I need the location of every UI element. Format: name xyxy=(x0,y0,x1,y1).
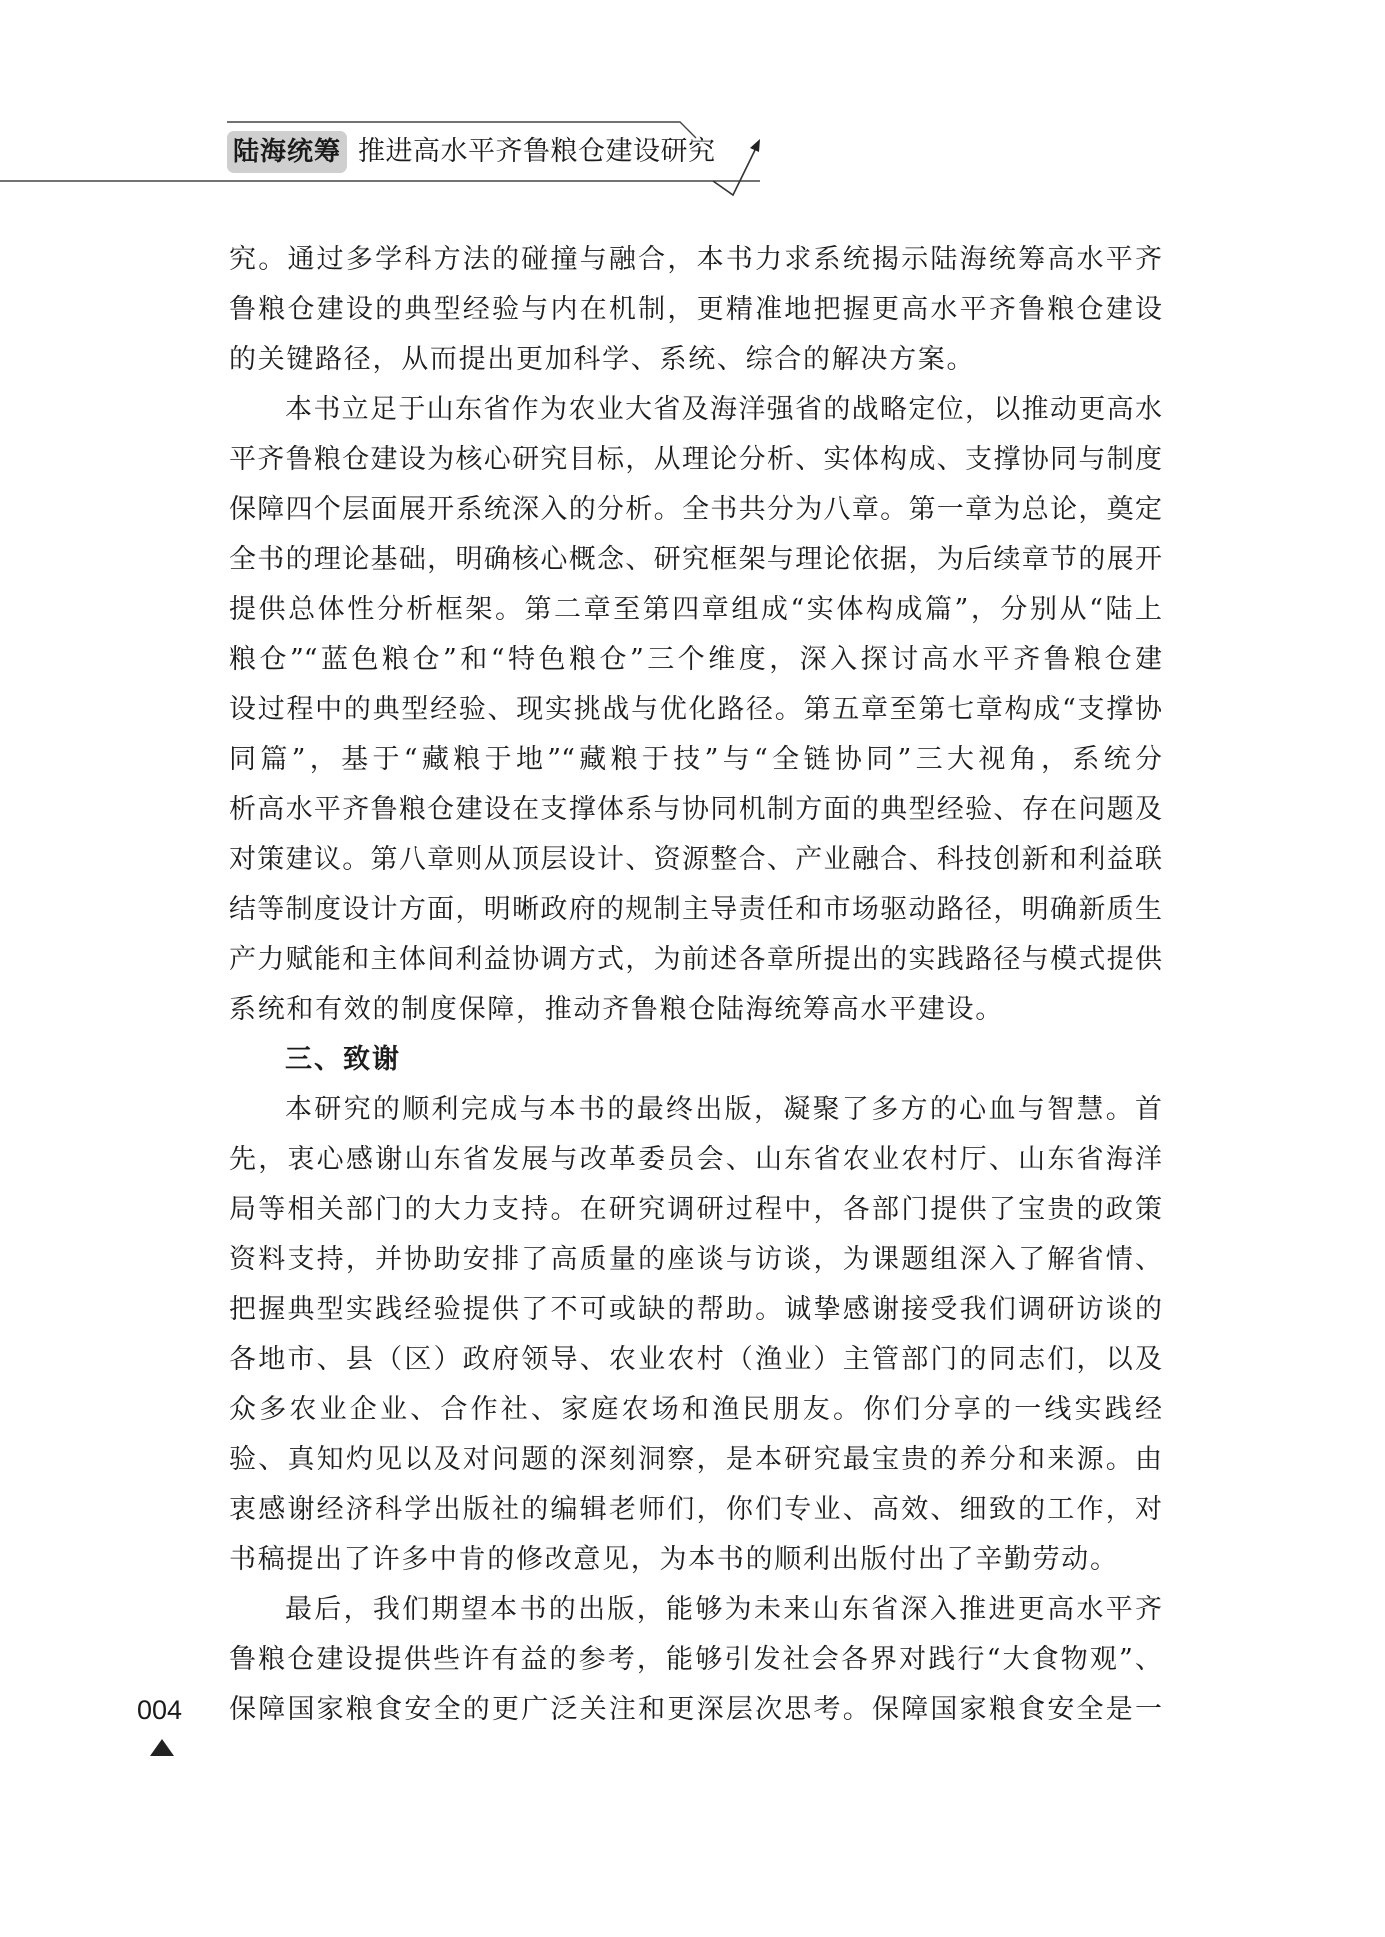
text-line: 验、真知灼见以及对问题的深刻洞察，是本研究最宝贵的养分和来源。由 xyxy=(229,1444,1162,1475)
text-line: 最后，我们期望本书的出版，能够为未来山东省深入推进更高水平齐 xyxy=(285,1594,1162,1625)
text-line: 先，衷心感谢山东省发展与改革委员会、山东省农业农村厅、山东省海洋 xyxy=(229,1144,1162,1175)
text-line: 结等制度设计方面，明晰政府的规制主导责任和市场驱动路径，明确新质生 xyxy=(229,894,1162,925)
text-line: 产力赋能和主体间利益协调方式，为前述各章所提出的实践路径与模式提供 xyxy=(229,944,1162,975)
text-line: 各地市、县（区）政府领导、农业农村（渔业）主管部门的同志们，以及 xyxy=(229,1344,1162,1375)
text-line: 究。通过多学科方法的碰撞与融合，本书力求系统揭示陆海统筹高水平齐 xyxy=(229,244,1162,275)
text-line: 系统和有效的制度保障，推动齐鲁粮仓陆海统筹高水平建设。 xyxy=(229,994,1004,1025)
body-text xyxy=(229,235,1162,1735)
running-head-tag: 陆海统筹 xyxy=(227,131,347,173)
text-line: 书稿提出了许多中肯的修改意见，为本书的顺利出版付出了辛勤劳动。 xyxy=(229,1544,1119,1575)
text-line: 全书的理论基础，明确核心概念、研究框架与理论依据，为后续章节的展开 xyxy=(229,544,1162,575)
text-line: 粮仓”“蓝色粮仓”和“特色粮仓”三个维度，深入探讨高水平齐鲁粮仓建 xyxy=(229,644,1162,675)
section-heading: 三、致谢 xyxy=(285,1044,401,1075)
text-line: 平齐鲁粮仓建设为核心研究目标，从理论分析、实体构成、支撑协同与制度 xyxy=(229,444,1162,475)
text-line: 众多农业企业、合作社、家庭农场和渔民朋友。你们分享的一线实践经 xyxy=(229,1394,1162,1425)
text-line: 设过程中的典型经验、现实挑战与优化路径。第五章至第七章构成“支撑协 xyxy=(229,694,1162,725)
text-line: 保障国家粮食安全的更广泛关注和更深层次思考。保障国家粮食安全是一 xyxy=(229,1694,1162,1725)
page-number: 004 xyxy=(137,1695,183,1725)
text-line: 对策建议。第八章则从顶层设计、资源整合、产业融合、科技创新和利益联 xyxy=(229,844,1162,875)
running-head-decoration xyxy=(0,0,1385,220)
text-line: 局等相关部门的大力支持。在研究调研过程中，各部门提供了宝贵的政策 xyxy=(229,1194,1162,1225)
text-line: 把握典型实践经验提供了不可或缺的帮助。诚挚感谢接受我们调研访谈的 xyxy=(229,1294,1162,1325)
triangle-up-icon xyxy=(148,1736,176,1758)
text-line: 鲁粮仓建设提供些许有益的参考，能够引发社会各界对践行“大食物观”、 xyxy=(229,1644,1162,1675)
checkmark-arrow-icon xyxy=(713,139,760,195)
text-line: 提供总体性分析框架。第二章至第四章组成“实体构成篇”，分别从“陆上 xyxy=(229,594,1162,625)
text-line: 保障四个层面展开系统深入的分析。全书共分为八章。第一章为总论，奠定 xyxy=(229,494,1162,525)
text-line: 的关键路径，从而提出更加科学、系统、综合的解决方案。 xyxy=(229,344,976,375)
text-line: 同篇”，基于“藏粮于地”“藏粮于技”与“全链协同”三大视角，系统分 xyxy=(229,744,1162,775)
text-line: 资料支持，并协助安排了高质量的座谈与访谈，为课题组深入了解省情、 xyxy=(229,1244,1162,1275)
text-line: 本书立足于山东省作为农业大省及海洋强省的战略定位，以推动更高水 xyxy=(285,394,1162,425)
text-line: 本研究的顺利完成与本书的最终出版，凝聚了多方的心血与智慧。首 xyxy=(285,1094,1162,1125)
text-line: 衷感谢经济科学出版社的编辑老师们，你们专业、高效、细致的工作，对 xyxy=(229,1494,1162,1525)
running-head-title: 推进高水平齐鲁粮仓建设研究 xyxy=(358,136,716,167)
text-line: 析高水平齐鲁粮仓建设在支撑体系与协同机制方面的典型经验、存在问题及 xyxy=(229,794,1162,825)
text-line: 鲁粮仓建设的典型经验与内在机制，更精准地把握更高水平齐鲁粮仓建设 xyxy=(229,294,1162,325)
